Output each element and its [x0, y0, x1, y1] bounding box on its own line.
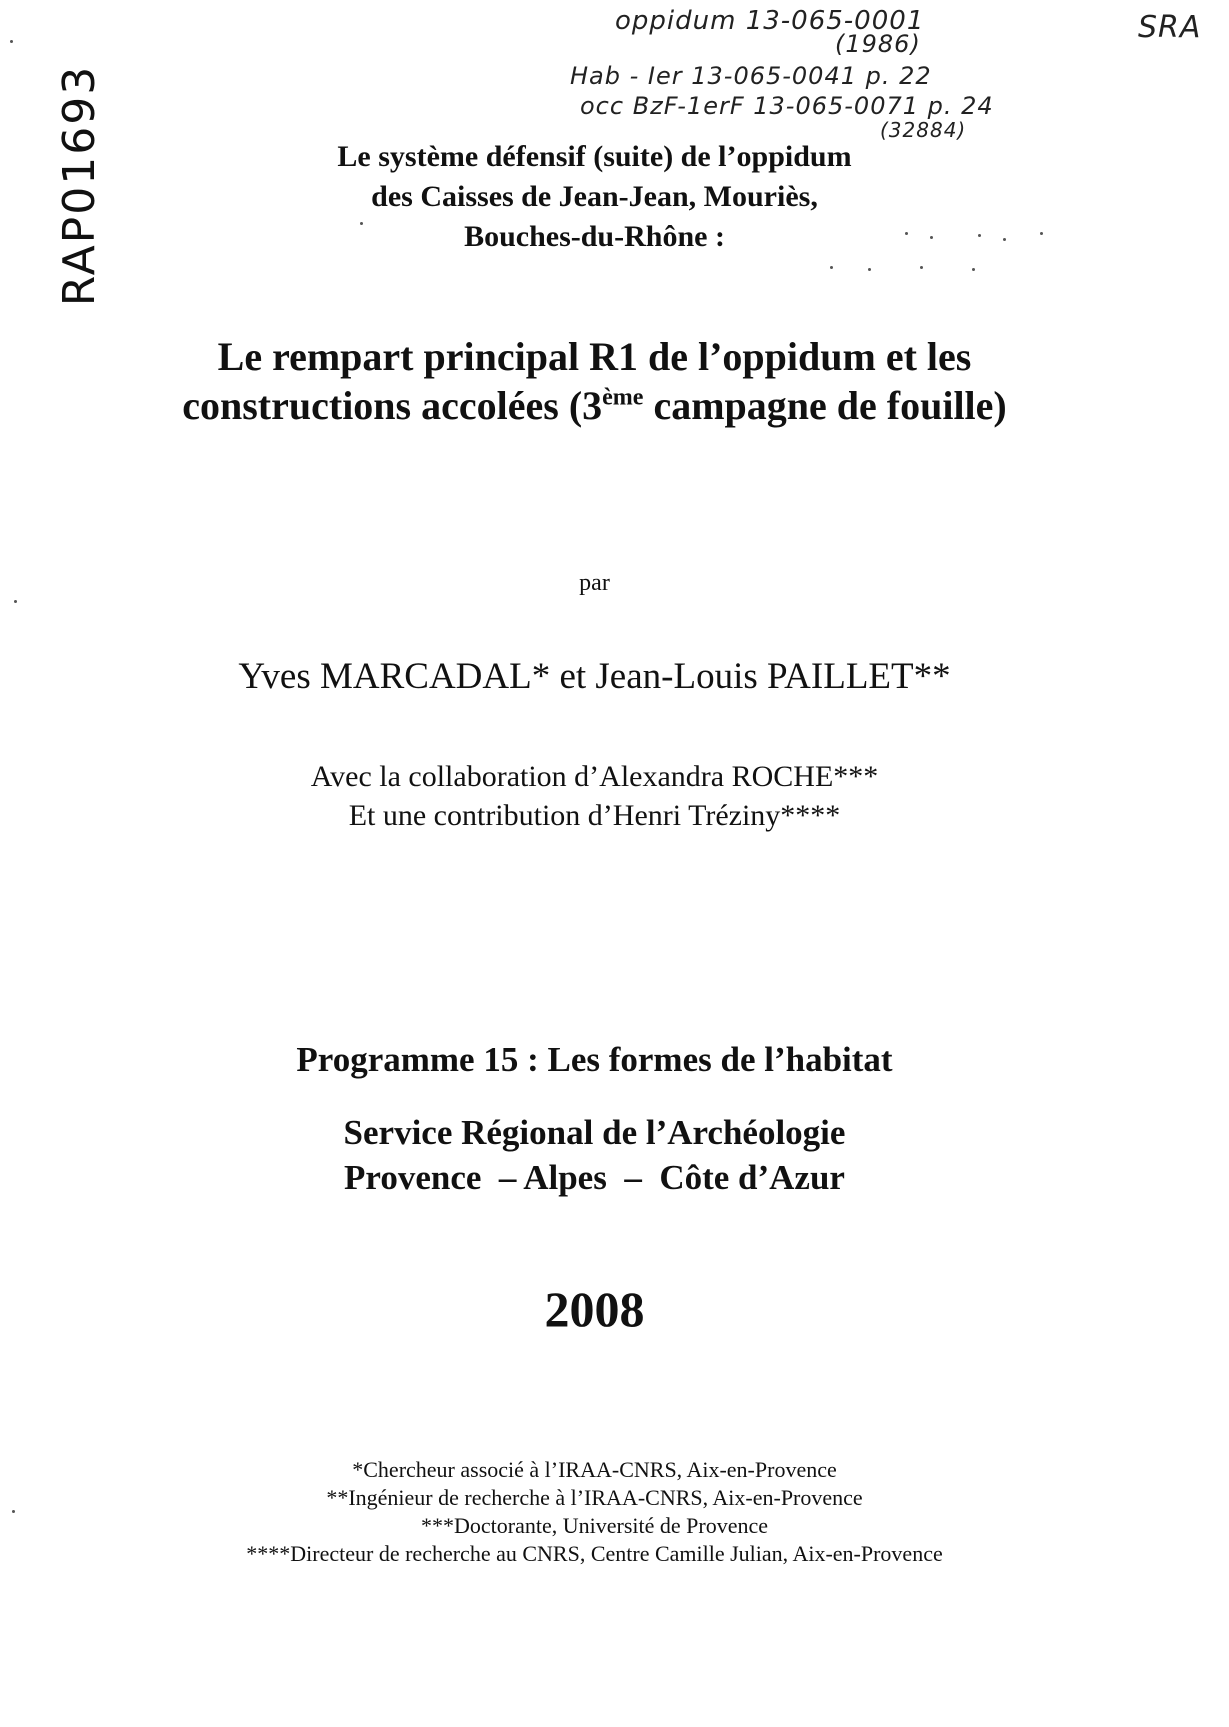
footnote-1: *Chercheur associé à l’IRAA-CNRS, Aix-en-Provence [352, 1457, 837, 1482]
footnote-2: **Ingénieur de recherche à l’IRAA-CNRS, Aix-en-Provence [326, 1485, 863, 1510]
title-line-2-start: constructions accolées (3 [182, 383, 603, 428]
handwritten-line-5: (32884) [880, 118, 967, 142]
footnote-3: ***Doctorante, Université de Provence [421, 1513, 768, 1538]
main-title-line-2 [0, 382, 1209, 429]
collaboration-line-2: Et une contribution d’Henri Tréziny**** [348, 799, 841, 832]
authors: Yves MARCADAL* et Jean-Louis PAILLET** [238, 656, 951, 697]
scan-speck [920, 266, 923, 269]
service-line-2: Provence – Alpes – Côte d’Azur [344, 1158, 845, 1197]
programme-title: Programme 15 : Les formes de l’habitat [296, 1040, 893, 1079]
scan-speck [868, 268, 871, 271]
scan-speck [10, 40, 13, 43]
publication-year: 2008 [544, 1281, 645, 1337]
collaboration-line-1: Avec la collaboration d’Alexandra ROCHE*** [310, 760, 879, 793]
handwritten-line-4: occ BzF-1erF 13-065-0071 p. 24 [580, 92, 994, 120]
handwritten-line-1: oppidum 13-065-0001 [615, 6, 925, 36]
handwritten-line-3: Hab - Ier 13-065-0041 p. 22 [570, 62, 932, 90]
header-line-1: Le système défensif (suite) de l’oppidum [337, 140, 852, 173]
main-title-line-1: Le rempart principal R1 de l’oppidum et les [217, 334, 972, 379]
header-line-3: Bouches-du-Rhône : [464, 220, 725, 253]
handwritten-line-2: (1986) [835, 30, 921, 58]
footnote-4: ****Directeur de recherche au CNRS, Centre Camille Julian, Aix-en-Provence [246, 1541, 943, 1566]
service-line-1: Service Régional de l’Archéologie [343, 1113, 846, 1152]
by-label: par [579, 570, 610, 596]
vertical-code-text: RAP01693 [54, 64, 106, 306]
title-superscript: ème [602, 384, 644, 411]
scan-speck [14, 600, 17, 603]
scan-speck [972, 268, 975, 271]
header-line-2: des Caisses de Jean-Jean, Mouriès, [371, 180, 818, 213]
handwritten-corner-tag: SRA [1138, 10, 1202, 45]
scan-speck [830, 266, 833, 269]
title-line-2-end: campagne de fouille) [643, 383, 1007, 428]
